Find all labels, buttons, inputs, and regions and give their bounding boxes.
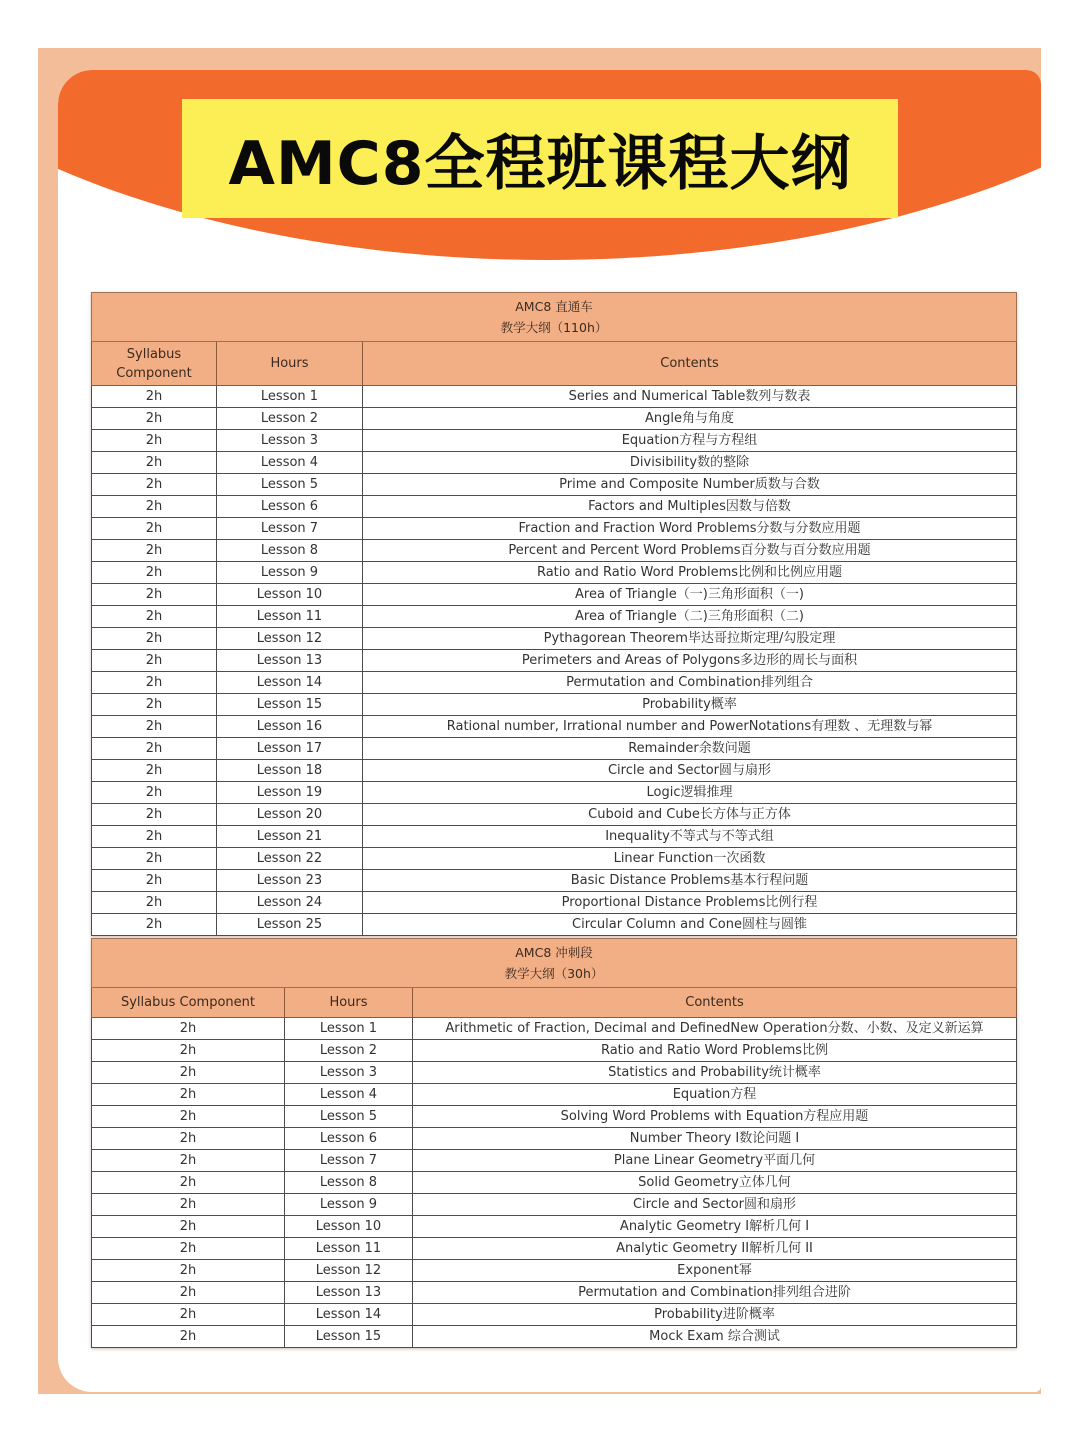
column-header-component: Syllabus Component <box>92 342 217 386</box>
cell-lesson: Lesson 22 <box>217 848 363 870</box>
column-header-row <box>92 988 1017 1018</box>
cell-contents: Factors and Multiples因数与倍数 <box>363 496 1017 518</box>
cell-component: 2h <box>92 584 217 606</box>
cell-lesson: Lesson 3 <box>217 430 363 452</box>
table-row <box>92 716 1017 738</box>
table-row <box>92 1326 1017 1348</box>
cell-contents: Equation方程与方程组 <box>363 430 1017 452</box>
cell-lesson: Lesson 1 <box>217 386 363 408</box>
cell-component: 2h <box>92 606 217 628</box>
cell-contents: Plane Linear Geometry平面几何 <box>413 1150 1017 1172</box>
cell-component: 2h <box>92 562 217 584</box>
column-header-contents: Contents <box>363 342 1017 386</box>
cell-lesson: Lesson 25 <box>217 914 363 936</box>
table-row <box>92 1084 1017 1106</box>
cell-lesson: Lesson 6 <box>217 496 363 518</box>
cell-lesson: Lesson 2 <box>285 1040 413 1062</box>
cell-component: 2h <box>92 1128 285 1150</box>
table-row <box>92 1040 1017 1062</box>
cell-component: 2h <box>92 870 217 892</box>
syllabus-table-30h <box>91 938 1017 1348</box>
cell-component: 2h <box>92 628 217 650</box>
cell-contents: Area of Triangle（一)三角形面积（一) <box>363 584 1017 606</box>
table-row <box>92 914 1017 936</box>
table-row <box>92 848 1017 870</box>
cell-component: 2h <box>92 452 217 474</box>
cell-component: 2h <box>92 672 217 694</box>
cell-contents: Angle角与角度 <box>363 408 1017 430</box>
cell-lesson: Lesson 13 <box>285 1282 413 1304</box>
table-row <box>92 1172 1017 1194</box>
cell-lesson: Lesson 1 <box>285 1018 413 1040</box>
cell-contents: Inequality不等式与不等式组 <box>363 826 1017 848</box>
cell-lesson: Lesson 14 <box>285 1304 413 1326</box>
cell-lesson: Lesson 23 <box>217 870 363 892</box>
table-row <box>92 1216 1017 1238</box>
cell-contents: Circle and Sector圆与扇形 <box>363 760 1017 782</box>
cell-contents: Proportional Distance Problems比例行程 <box>363 892 1017 914</box>
cell-contents: Perimeters and Areas of Polygons多边形的周长与面积 <box>363 650 1017 672</box>
cell-component: 2h <box>92 1040 285 1062</box>
table-row <box>92 826 1017 848</box>
cell-lesson: Lesson 8 <box>217 540 363 562</box>
cell-component: 2h <box>92 716 217 738</box>
table-row <box>92 1106 1017 1128</box>
table-row <box>92 1150 1017 1172</box>
cell-lesson: Lesson 9 <box>217 562 363 584</box>
section-subtitle: 教学大纲（110h） <box>500 320 608 335</box>
cell-component: 2h <box>92 496 217 518</box>
table-body <box>92 1018 1017 1348</box>
page-title: AMC8全程班课程大纲 <box>228 128 852 199</box>
cell-component: 2h <box>92 518 217 540</box>
cell-contents: Number Theory I数论问题 I <box>413 1128 1017 1150</box>
cell-component: 2h <box>92 892 217 914</box>
cell-lesson: Lesson 2 <box>217 408 363 430</box>
table-row <box>92 1282 1017 1304</box>
column-header-hours: Hours <box>285 988 413 1018</box>
cell-lesson: Lesson 12 <box>285 1260 413 1282</box>
cell-lesson: Lesson 18 <box>217 760 363 782</box>
cell-contents: Mock Exam 综合测试 <box>413 1326 1017 1348</box>
cell-contents: Prime and Composite Number质数与合数 <box>363 474 1017 496</box>
cell-contents: Permutation and Combination排列组合 <box>363 672 1017 694</box>
table-row <box>92 892 1017 914</box>
cell-lesson: Lesson 9 <box>285 1194 413 1216</box>
cell-lesson: Lesson 15 <box>285 1326 413 1348</box>
table-row <box>92 804 1017 826</box>
cell-component: 2h <box>92 408 217 430</box>
table-row <box>92 496 1017 518</box>
table-row <box>92 1062 1017 1084</box>
cell-contents: Cuboid and Cube长方体与正方体 <box>363 804 1017 826</box>
cell-lesson: Lesson 4 <box>285 1084 413 1106</box>
table-row <box>92 408 1017 430</box>
cell-contents: Analytic Geometry II解析几何 II <box>413 1238 1017 1260</box>
table-row <box>92 738 1017 760</box>
cell-contents: Solving Word Problems with Equation方程应用题 <box>413 1106 1017 1128</box>
cell-contents: Circle and Sector圆和扇形 <box>413 1194 1017 1216</box>
cell-contents: Pythagorean Theorem毕达哥拉斯定理/勾股定理 <box>363 628 1017 650</box>
cell-component: 2h <box>92 1304 285 1326</box>
cell-contents: Probability概率 <box>363 694 1017 716</box>
cell-lesson: Lesson 5 <box>217 474 363 496</box>
cell-contents: Basic Distance Problems基本行程问题 <box>363 870 1017 892</box>
cell-contents: Area of Triangle（二)三角形面积（二) <box>363 606 1017 628</box>
table-row <box>92 628 1017 650</box>
table-row <box>92 430 1017 452</box>
table-row <box>92 386 1017 408</box>
cell-contents: Series and Numerical Table数列与数表 <box>363 386 1017 408</box>
table-row <box>92 1128 1017 1150</box>
cell-component: 2h <box>92 914 217 936</box>
cell-lesson: Lesson 3 <box>285 1062 413 1084</box>
cell-lesson: Lesson 5 <box>285 1106 413 1128</box>
title-box <box>182 99 898 218</box>
cell-lesson: Lesson 21 <box>217 826 363 848</box>
cell-contents: Ratio and Ratio Word Problems比例和比例应用题 <box>363 562 1017 584</box>
section-header <box>92 939 1017 988</box>
cell-component: 2h <box>92 386 217 408</box>
cell-component: 2h <box>92 1260 285 1282</box>
cell-component: 2h <box>92 1150 285 1172</box>
table-row <box>92 672 1017 694</box>
cell-component: 2h <box>92 1238 285 1260</box>
section-subtitle: 教学大纲（30h） <box>504 966 604 981</box>
table-body <box>92 386 1017 936</box>
cell-lesson: Lesson 24 <box>217 892 363 914</box>
syllabus-table-110h <box>91 292 1017 936</box>
column-header-component: Syllabus Component <box>92 988 285 1018</box>
cell-lesson: Lesson 10 <box>217 584 363 606</box>
cell-contents: Remainder余数问题 <box>363 738 1017 760</box>
column-header-hours: Hours <box>217 342 363 386</box>
cell-component: 2h <box>92 760 217 782</box>
cell-component: 2h <box>92 650 217 672</box>
cell-contents: Statistics and Probability统计概率 <box>413 1062 1017 1084</box>
cell-lesson: Lesson 6 <box>285 1128 413 1150</box>
section-title: AMC8 冲刺段 <box>515 945 593 960</box>
table-row <box>92 584 1017 606</box>
cell-component: 2h <box>92 1062 285 1084</box>
cell-lesson: Lesson 10 <box>285 1216 413 1238</box>
cell-lesson: Lesson 15 <box>217 694 363 716</box>
cell-lesson: Lesson 7 <box>217 518 363 540</box>
section-title: AMC8 直通车 <box>515 299 593 314</box>
cell-lesson: Lesson 14 <box>217 672 363 694</box>
cell-lesson: Lesson 17 <box>217 738 363 760</box>
cell-contents: Equation方程 <box>413 1084 1017 1106</box>
table-row <box>92 650 1017 672</box>
cell-component: 2h <box>92 848 217 870</box>
cell-contents: Divisibility数的整除 <box>363 452 1017 474</box>
column-header-row <box>92 342 1017 386</box>
column-header-contents: Contents <box>413 988 1017 1018</box>
cell-lesson: Lesson 7 <box>285 1150 413 1172</box>
cell-contents: Analytic Geometry I解析几何 I <box>413 1216 1017 1238</box>
cell-lesson: Lesson 11 <box>285 1238 413 1260</box>
table-row <box>92 694 1017 716</box>
cell-component: 2h <box>92 804 217 826</box>
cell-component: 2h <box>92 1326 285 1348</box>
cell-component: 2h <box>92 1172 285 1194</box>
cell-contents: Fraction and Fraction Word Problems分数与分数应用题 <box>363 518 1017 540</box>
cell-component: 2h <box>92 826 217 848</box>
cell-component: 2h <box>92 1106 285 1128</box>
table-row <box>92 1238 1017 1260</box>
cell-component: 2h <box>92 1282 285 1304</box>
table-row <box>92 606 1017 628</box>
table-row <box>92 474 1017 496</box>
cell-contents: Exponent幂 <box>413 1260 1017 1282</box>
cell-lesson: Lesson 16 <box>217 716 363 738</box>
cell-contents: Circular Column and Cone圆柱与圆锥 <box>363 914 1017 936</box>
cell-component: 2h <box>92 782 217 804</box>
cell-lesson: Lesson 13 <box>217 650 363 672</box>
cell-component: 2h <box>92 1084 285 1106</box>
cell-lesson: Lesson 12 <box>217 628 363 650</box>
cell-contents: Permutation and Combination排列组合进阶 <box>413 1282 1017 1304</box>
cell-contents: Percent and Percent Word Problems百分数与百分数应用题 <box>363 540 1017 562</box>
cell-contents: Ratio and Ratio Word Problems比例 <box>413 1040 1017 1062</box>
table-row <box>92 870 1017 892</box>
cell-contents: Linear Function一次函数 <box>363 848 1017 870</box>
cell-contents: Probability进阶概率 <box>413 1304 1017 1326</box>
cell-component: 2h <box>92 1018 285 1040</box>
table-row <box>92 452 1017 474</box>
table-row <box>92 540 1017 562</box>
cell-contents: Logic逻辑推理 <box>363 782 1017 804</box>
cell-lesson: Lesson 20 <box>217 804 363 826</box>
table-row <box>92 1018 1017 1040</box>
table-row <box>92 760 1017 782</box>
table-row <box>92 1304 1017 1326</box>
cell-lesson: Lesson 8 <box>285 1172 413 1194</box>
cell-component: 2h <box>92 540 217 562</box>
cell-lesson: Lesson 4 <box>217 452 363 474</box>
table-row <box>92 782 1017 804</box>
cell-component: 2h <box>92 1194 285 1216</box>
cell-component: 2h <box>92 738 217 760</box>
cell-lesson: Lesson 11 <box>217 606 363 628</box>
table-row <box>92 1194 1017 1216</box>
table-row <box>92 1260 1017 1282</box>
cell-component: 2h <box>92 474 217 496</box>
cell-contents: Arithmetic of Fraction, Decimal and DefinedNew Operation分数、小数、及定义新运算 <box>413 1018 1017 1040</box>
cell-component: 2h <box>92 694 217 716</box>
cell-contents: Rational number, Irrational number and PowerNotations有理数 、无理数与幂 <box>363 716 1017 738</box>
cell-contents: Solid Geometry立体几何 <box>413 1172 1017 1194</box>
table-row <box>92 518 1017 540</box>
cell-component: 2h <box>92 430 217 452</box>
section-header <box>92 293 1017 342</box>
table-row <box>92 562 1017 584</box>
cell-component: 2h <box>92 1216 285 1238</box>
cell-lesson: Lesson 19 <box>217 782 363 804</box>
